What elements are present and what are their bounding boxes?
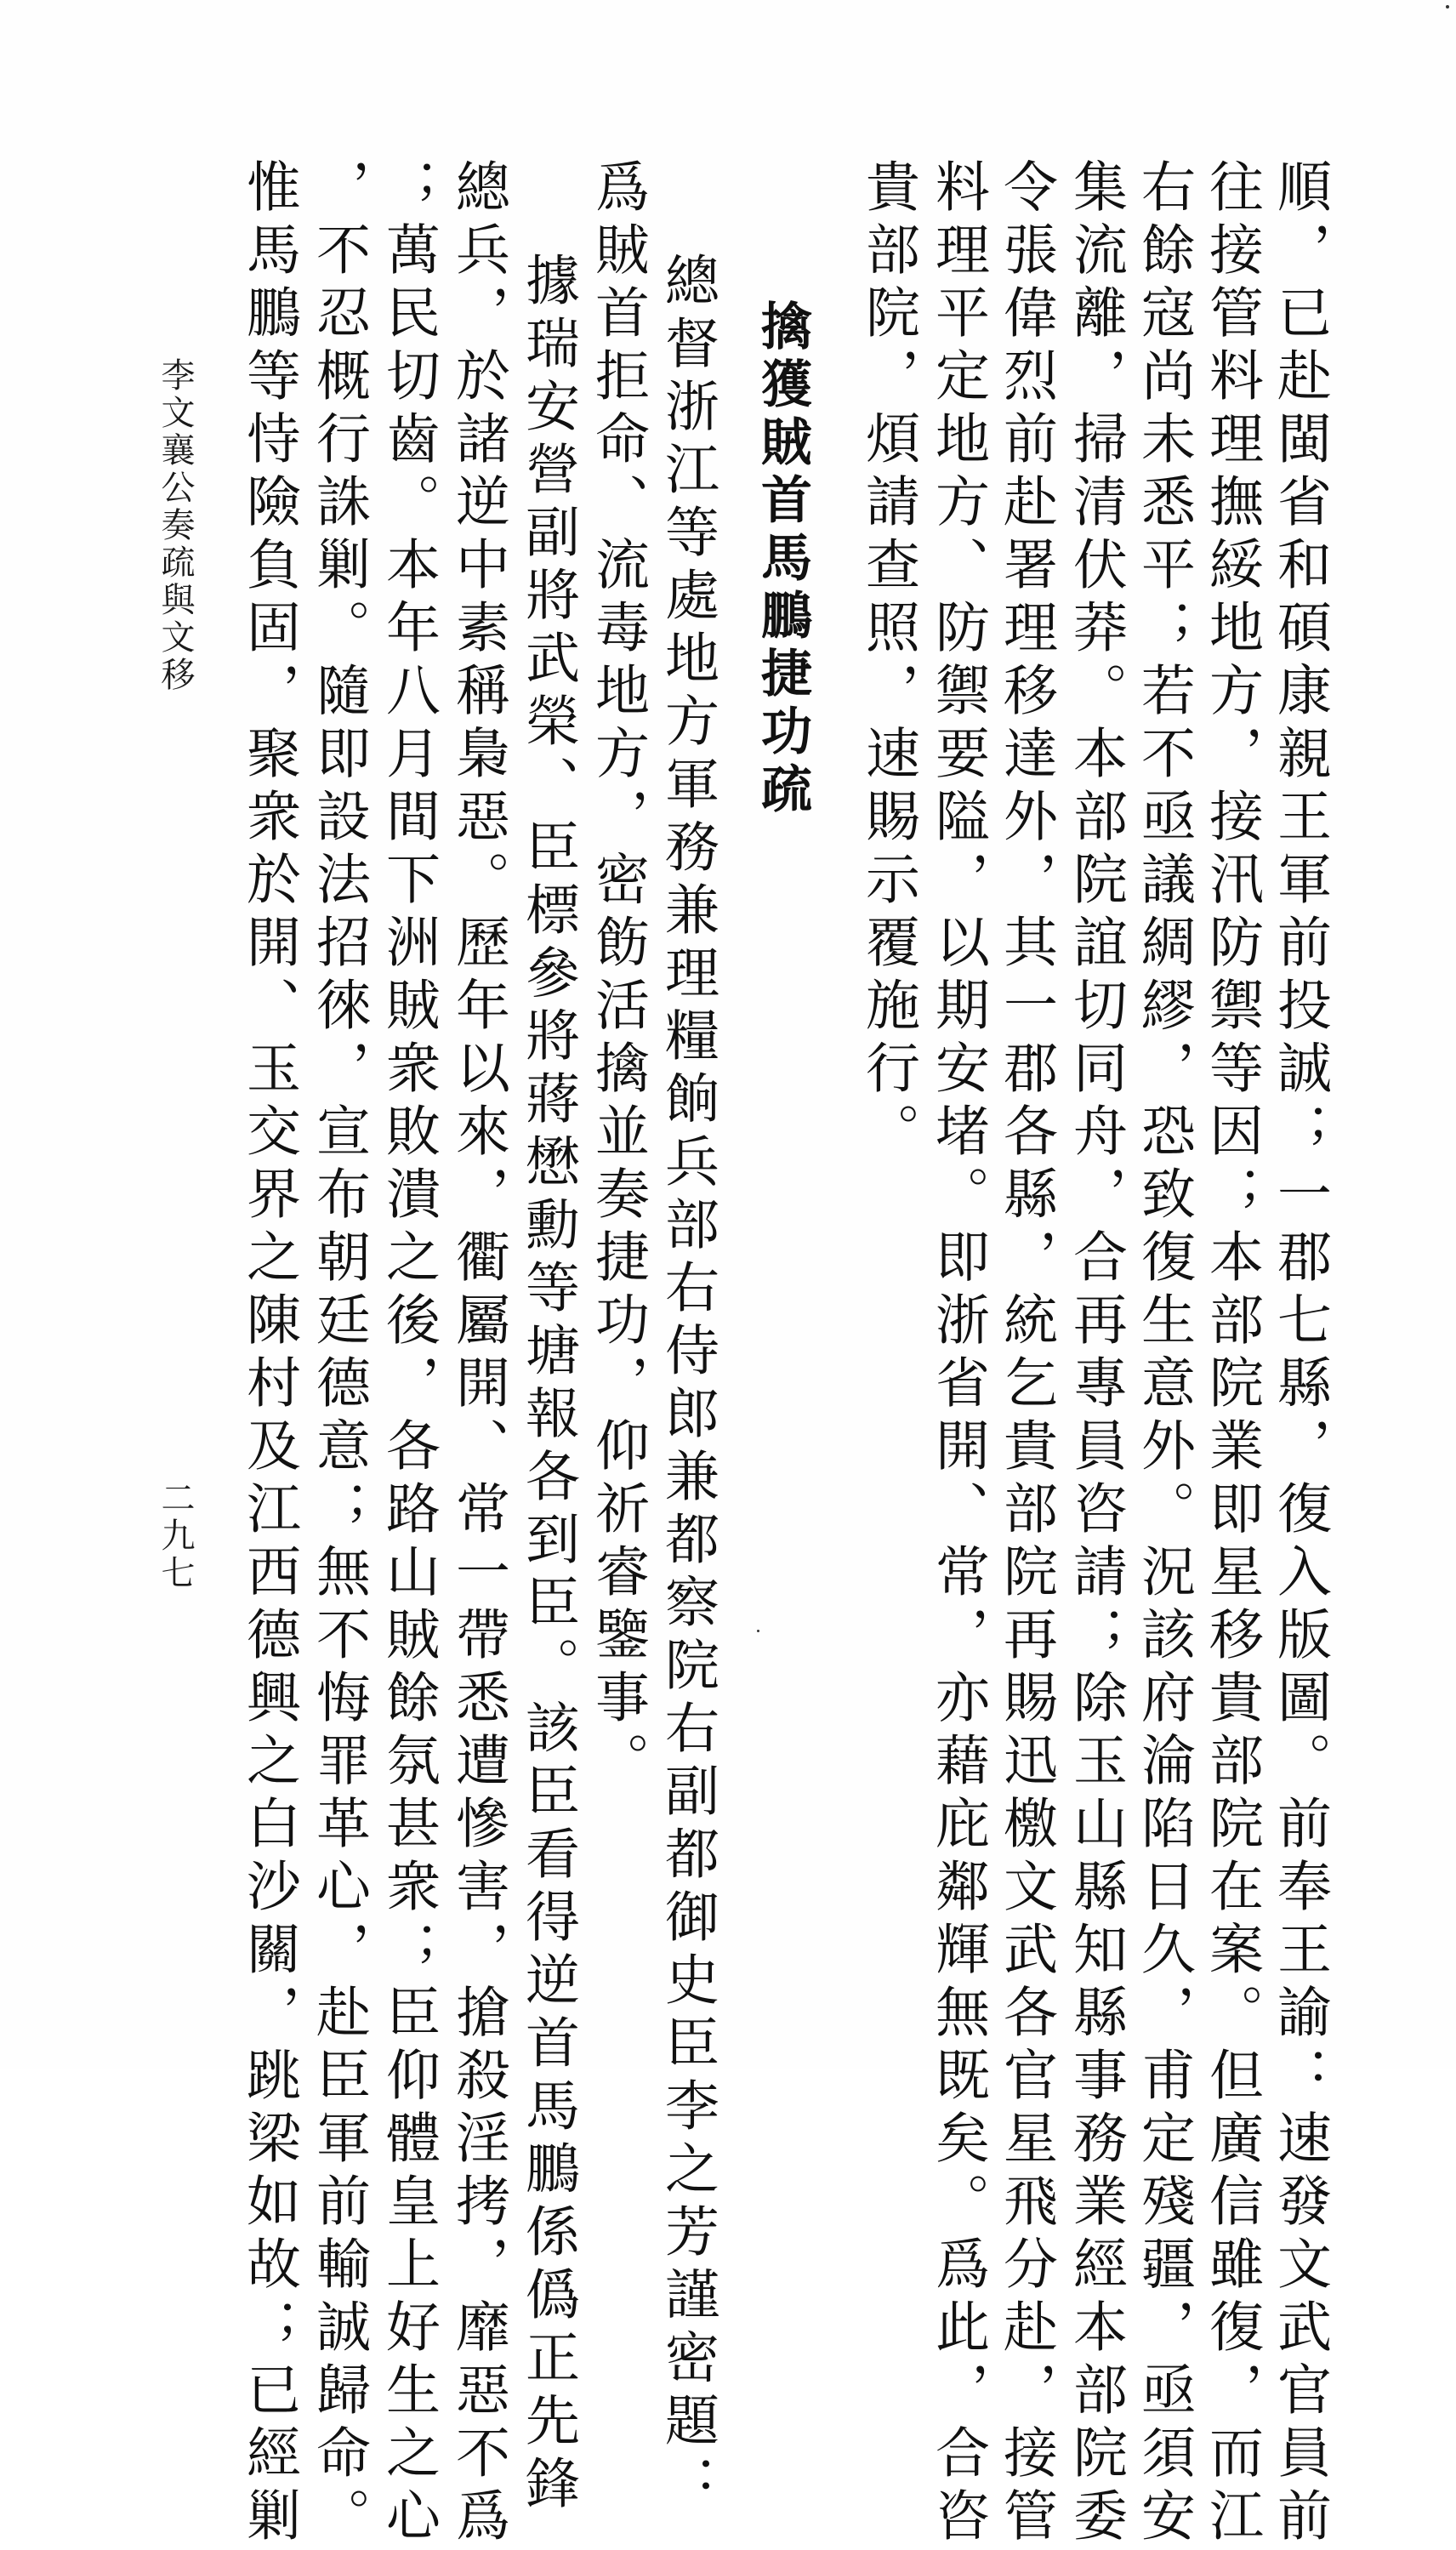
book-title: 李文襄公奏疏與文移 xyxy=(156,357,195,694)
text-column-1: 順，已赴閩省和碩康親王軍前投誠；一郡七縣，復入版圖。前奉王諭：速發文武官員前 xyxy=(1268,158,1331,2550)
memorial-column-6: ，不忍概行誅剿。隨即設法招徠，宣布朝廷德意；無不悔罪革心，赴臣軍前輸誠歸命。 xyxy=(307,158,370,2550)
text-column-3: 右餘寇尚未悉平；若不亟議綢繆，恐致復生意外。況該府淪陷日久，甫定殘疆，亟須安 xyxy=(1132,158,1195,2550)
text-column-4: 集流離，掃清伏莽。本部院誼切同舟，合再專員咨請；除玉山縣知縣事務業經本部院委 xyxy=(1064,158,1127,2550)
text-column-7: 貴部院，煩請查照，速賜示覆施行。 xyxy=(856,158,919,1165)
page-number: 二九七 xyxy=(156,1480,195,1592)
text-column-6: 料理平定地方、防禦要隘，以期安堵。即浙省開、常，亦藉庇鄰輝無既矣。爲此，合咨 xyxy=(926,158,989,2550)
scan-speck xyxy=(1446,5,1449,9)
memorial-column-5: ；萬民切齒。本年八月間下洲賊衆敗潰之後，各路山賊餘氛甚衆；臣仰體皇上好生之心 xyxy=(377,158,440,2550)
scan-speck xyxy=(757,1630,759,1632)
memorial-column-7: 惟馬鵬等恃險負固，聚衆於開、玉交界之陳村及江西德興之白沙關，跳梁如故；已經剿 xyxy=(237,158,300,2550)
text-column-5: 令張偉烈前赴署理移達外，其一郡各縣，統乞貴部院再賜迅檄文武各官星飛分赴，接管 xyxy=(994,158,1057,2550)
memorial-column-3: 據瑞安營副將武榮、臣標參將蔣懋勳等塘報各到臣。該臣看得逆首馬鵬係僞正先鋒 xyxy=(516,252,579,2518)
memorial-column-1: 總督浙江等處地方軍務兼理糧餉兵部右侍郎兼都察院右副都御史臣李之芳謹密題： xyxy=(656,252,719,2518)
memorial-column-2: 爲賊首拒命、流毒地方，密飭活擒並奏捷功，仰祈睿鑒事。 xyxy=(586,158,649,1795)
memorial-column-4: 總兵，於諸逆中素稱梟惡。歷年以來，衢屬開、常一帶悉遭慘害，搶殺淫拷，靡惡不爲 xyxy=(446,158,509,2550)
section-title: 擒獲賊首馬鵬捷功疏 xyxy=(753,299,812,820)
text-column-2: 往接管料理撫綏地方，接汛防禦等因；本部院業即星移貴部院在案。但廣信雖復，而江 xyxy=(1200,158,1263,2550)
